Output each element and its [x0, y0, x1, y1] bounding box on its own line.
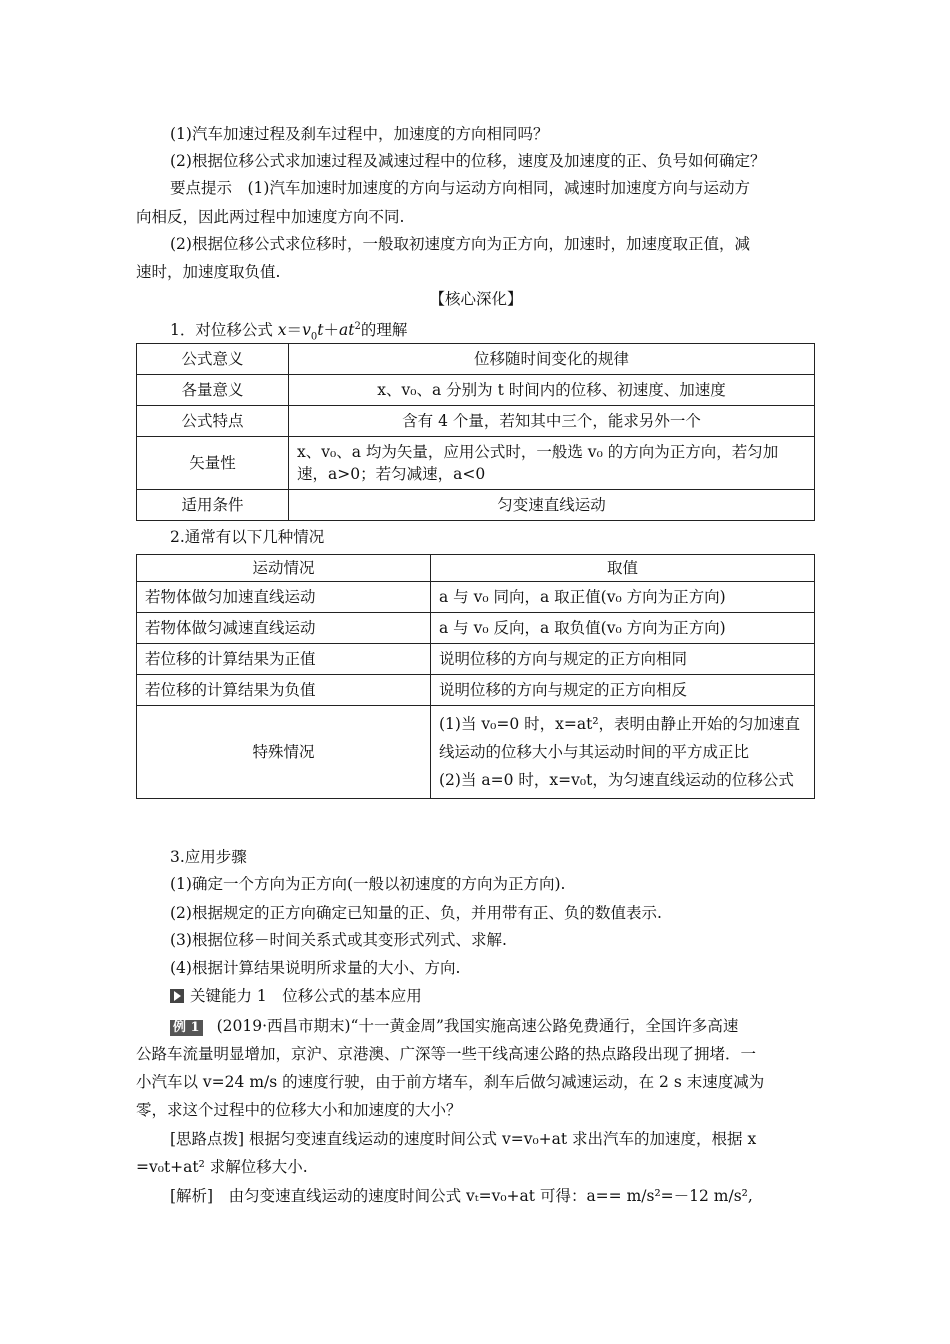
question-2: (2)根据位移公式求加速过程及减速过程中的位移，速度及加速度的正、负号如何确定？: [170, 152, 766, 170]
table-row: [137, 406, 815, 437]
table-cell-value: 含有 4 个量，若知其中三个，能求另外一个: [289, 406, 815, 437]
table-row: [137, 490, 815, 521]
table-header-cell: 取值: [431, 555, 815, 582]
table-cell-value: x、v₀、a 分别为 t 时间内的位移、初速度、加速度: [289, 375, 815, 406]
table-cell-key: 适用条件: [137, 490, 289, 521]
table-cell-key: 各量意义: [137, 375, 289, 406]
solution-line-1: [解析] 由匀变速直线运动的速度时间公式 vₜ=v₀+at 可得：a== m/s²=－12 m/s²,: [170, 1187, 753, 1205]
example-badge: 例 1: [170, 1020, 203, 1036]
formula-meaning-table: [136, 343, 815, 521]
hint-2-line-b: 速时，加速度取负值.: [136, 263, 281, 281]
table-cell-value: 说明位移的方向与规定的正方向相同: [431, 644, 815, 675]
hint-line-1: [思路点拨] 根据匀变速直线运动的速度时间公式 v=v₀+at 求出汽车的加速度，根据 x: [170, 1130, 757, 1148]
table-row: [137, 582, 815, 613]
hint-1-line-a: 要点提示 (1)汽车加速时加速度的方向与运动方向相同，减速时加速度方向与运动方: [170, 179, 750, 197]
table-cell-value: 位移随时间变化的规律: [289, 344, 815, 375]
table-row: [137, 706, 815, 799]
section-1-heading: 1．对位移公式 $x=v_0t+at^2$的理解: [170, 321, 408, 343]
step-4: (4)根据计算结果说明所求量的大小、方向.: [170, 959, 461, 977]
example-line-3: 小汽车以 v=24 m/s 的速度行驶，由于前方堵车，刹车后做匀减速运动，在 2 s 末速度减为: [136, 1073, 765, 1091]
hint-line-2: =v₀t+at² 求解位移大小.: [136, 1158, 308, 1176]
table-cell-key: 特殊情况: [137, 706, 431, 799]
table-cell-key: 矢量性: [137, 437, 289, 490]
table-cell-value: 匀变速直线运动: [289, 490, 815, 521]
example-line-2: 公路车流量明显增加，京沪、京港澳、广深等一些干线高速公路的热点路段出现了拥堵．一: [136, 1045, 757, 1063]
table-row: [137, 375, 815, 406]
section-3-heading: 3.应用步骤: [170, 848, 247, 866]
table-row: [137, 613, 815, 644]
section-2-heading: 2.通常有以下几种情况: [170, 528, 325, 546]
table-cell-key: 公式意义: [137, 344, 289, 375]
table-cell-key: 若物体做匀减速直线运动: [137, 613, 431, 644]
special-case-2: (2)当 a=0 时，x=v₀t，为匀速直线运动的位移公式: [439, 771, 794, 789]
table-cell-value: x、v₀、a 均为矢量，应用公式时，一般选 v₀ 的方向为正方向，若匀加速，a>0；若匀减速，a<0: [289, 437, 815, 490]
example-line-4: 零，求这个过程中的位移大小和加速度的大小？: [136, 1101, 462, 1119]
cases-table: [136, 554, 815, 799]
table-cell-key: 若位移的计算结果为正值: [137, 644, 431, 675]
table-cell-value: a 与 v₀ 同向，a 取正值(v₀ 方向为正方向): [431, 582, 815, 613]
table-row: [137, 675, 815, 706]
table-cell-key: 若物体做匀加速直线运动: [137, 582, 431, 613]
table-cell-value: [431, 706, 815, 799]
table-header-cell: 运动情况: [137, 555, 431, 582]
table-cell-value: a 与 v₀ 反向，a 取负值(v₀ 方向为正方向): [431, 613, 815, 644]
step-3: (3)根据位移－时间关系式或其变形式列式、求解.: [170, 931, 507, 949]
step-1: (1)确定一个方向为正方向(一般以初速度的方向为正方向).: [170, 875, 566, 893]
table-cell-key: 公式特点: [137, 406, 289, 437]
table-row: [137, 644, 815, 675]
hint-1-line-b: 向相反，因此两过程中加速度方向不同.: [136, 208, 405, 226]
example-line-1: 例 1 (2019·西昌市期末)“十一黄金周”我国实施高速公路免费通行，全国许多高速: [170, 1015, 816, 1037]
table-header-row: [137, 555, 815, 582]
core-deepening-title: 【核心深化】: [429, 290, 523, 308]
step-2: (2)根据规定的正方向确定已知量的正、负，并用带有正、负的数值表示.: [170, 904, 662, 922]
table-row: [137, 437, 815, 490]
table-cell-value: 说明位移的方向与规定的正方向相反: [431, 675, 815, 706]
table-row: [137, 344, 815, 375]
question-1: (1)汽车加速过程及刹车过程中，加速度的方向相同吗？: [170, 125, 549, 143]
hint-2-line-a: (2)根据位移公式求位移时，一般取初速度方向为正方向，加速时，加速度取正值，减: [170, 235, 750, 253]
special-case-1: (1)当 v₀=0 时，x=at²，表明由静止开始的匀加速直线运动的位移大小与其运动时间的平方成正比: [439, 715, 801, 761]
key-ability-heading: 关键能力 1 位移公式的基本应用: [170, 985, 816, 1007]
table-cell-key: 若位移的计算结果为负值: [137, 675, 431, 706]
play-arrow-icon: [170, 989, 184, 1003]
